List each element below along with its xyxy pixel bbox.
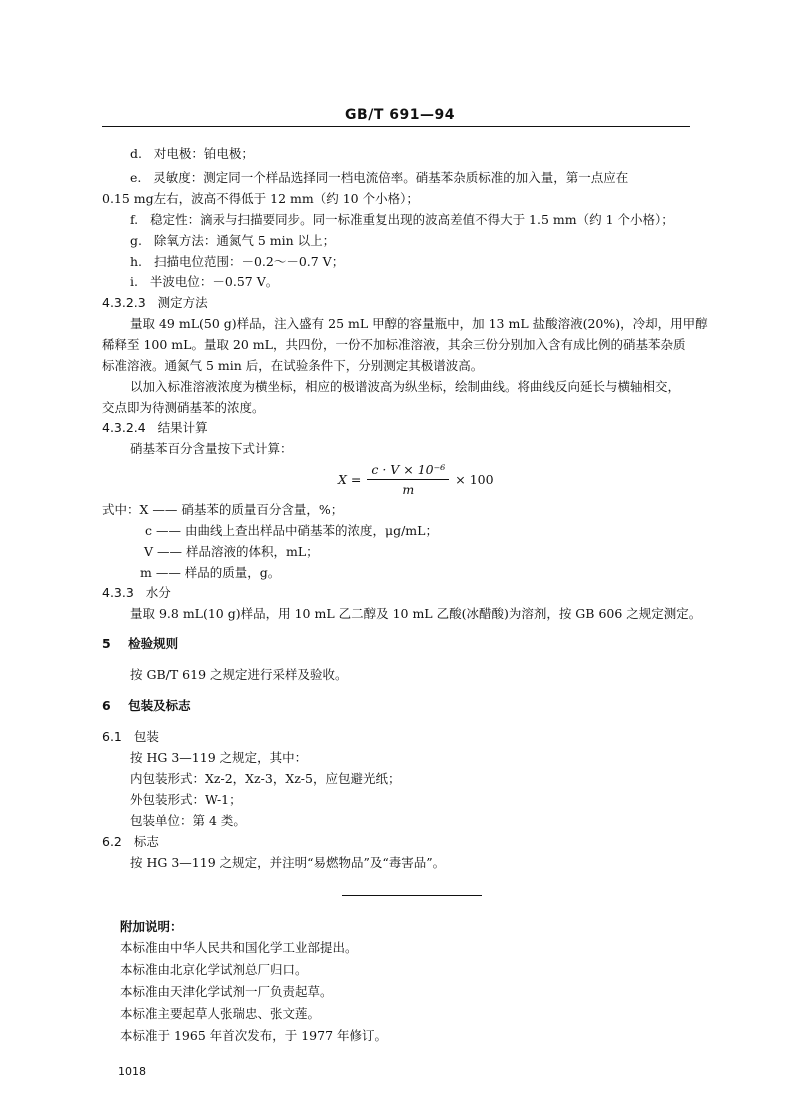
appendix-line: 本标准主要起草人张瑞忠、张文莲。 bbox=[120, 1006, 321, 1021]
list-marker: h. bbox=[130, 254, 143, 269]
appendix-line: 本标准于 1965 年首次发布，于 1977 年修订。 bbox=[120, 1028, 388, 1043]
list-text: 扫描电位范围：－0.2～－0.7 V； bbox=[153, 254, 345, 269]
list-marker: i. bbox=[130, 274, 138, 289]
list-item-g bbox=[130, 231, 335, 249]
paragraph-line: 按 HG 3—119 之规定，并注明“易燃物品”及“毒害品”。 bbox=[130, 855, 446, 870]
list-item-e-continued: 0.15 mg左右，波高不得低于 12 mm（约 10 个小格）； bbox=[102, 191, 419, 206]
section-number: 6.1 bbox=[102, 729, 122, 744]
appendix-line: 本标准由中华人民共和国化学工业部提出。 bbox=[120, 940, 358, 955]
section-heading-6-2 bbox=[102, 832, 159, 850]
section-heading-4-3-2-4 bbox=[102, 418, 208, 436]
paragraph-line: 交点即为待测硝基苯的浓度。 bbox=[102, 400, 265, 415]
appendix-line: 本标准由北京化学试剂总厂归口。 bbox=[120, 962, 308, 977]
paragraph-line: 外包装形式：W-1； bbox=[130, 792, 242, 807]
formula-lhs: X = bbox=[338, 472, 362, 487]
paragraph-line: 标准溶液。通氮气 5 min 后，在试验条件下，分别测定其极谱波高。 bbox=[102, 358, 484, 373]
list-text: 稳定性：滴汞与扫描要同步。同一标准重复出现的波高差值不得大于 1.5 mm（约 1 个小格）； bbox=[150, 212, 674, 227]
appendix-line: 本标准由天津化学试剂一厂负责起草。 bbox=[120, 984, 333, 999]
section-heading-6 bbox=[102, 696, 191, 714]
page-number: 1018 bbox=[118, 1065, 146, 1078]
section-heading-4-3-3 bbox=[102, 583, 171, 601]
result-formula bbox=[338, 462, 494, 497]
section-number: 6.2 bbox=[102, 834, 122, 849]
formula-intro: 硝基苯百分含量按下式计算： bbox=[130, 441, 293, 456]
section-number: 6 bbox=[102, 698, 111, 713]
paragraph-line: 包装单位：第 4 类。 bbox=[130, 813, 246, 828]
list-text: 除氧方法：通氮气 5 min 以上； bbox=[153, 233, 336, 248]
list-text: 灵敏度：测定同一个样品选择同一档电流倍率。硝基苯杂质标准的加入量，第一点应在 bbox=[153, 170, 629, 185]
paragraph-line: 按 GB/T 619 之规定进行采样及验收。 bbox=[130, 667, 348, 682]
section-title: 检验规则 bbox=[128, 636, 179, 651]
list-item-h bbox=[130, 252, 344, 270]
section-title: 包装及标志 bbox=[128, 698, 191, 713]
section-number: 5 bbox=[102, 636, 111, 651]
paragraph-line: 按 HG 3—119 之规定，其中： bbox=[130, 750, 308, 765]
paragraph-line: 量取 9.8 mL(10 g)样品，用 10 mL 乙二醇及 10 mL 乙酸(冰醋酸)为溶剂，按 GB 606 之规定测定。 bbox=[130, 606, 702, 621]
paragraph-line: 量取 49 mL(50 g)样品，注入盛有 25 mL 甲醇的容量瓶中，加 13 mL 盐酸溶液(20%)，冷却，用甲醇 bbox=[130, 316, 708, 331]
list-item-f bbox=[130, 210, 674, 228]
where-line: c —— 由曲线上查出样品中硝基苯的浓度，μg/mL； bbox=[145, 523, 438, 538]
list-item-e bbox=[130, 168, 628, 186]
formula-denominator: m bbox=[402, 482, 415, 497]
paragraph-line: 以加入标准溶液浓度为横坐标，相应的极谱波高为纵坐标，绘制曲线。将曲线反向延长与横轴相交， bbox=[130, 379, 681, 394]
formula-rhs: × 100 bbox=[455, 472, 494, 487]
section-title: 包装 bbox=[133, 729, 159, 744]
section-number: 4.3.3 bbox=[102, 585, 134, 600]
paragraph-line: 稀释至 100 mL。量取 20 mL，共四份，一份不加标准溶液，其余三份分别加入含有成比例的硝基苯杂质 bbox=[102, 337, 686, 352]
list-marker: d. bbox=[130, 146, 142, 161]
header-rule bbox=[102, 126, 690, 127]
list-item-i bbox=[130, 272, 278, 290]
section-number: 4.3.2.4 bbox=[102, 420, 146, 435]
where-line: m —— 样品的质量，g。 bbox=[140, 565, 281, 580]
list-marker: e. bbox=[130, 170, 142, 185]
list-item-d bbox=[130, 144, 254, 162]
section-heading-4-3-2-3 bbox=[102, 293, 208, 311]
formula-fraction bbox=[367, 462, 449, 497]
section-title: 结果计算 bbox=[157, 420, 208, 435]
section-title: 测定方法 bbox=[157, 295, 208, 310]
list-marker: f. bbox=[130, 212, 139, 227]
list-text: 对电极：铂电极； bbox=[153, 146, 254, 161]
list-marker: g. bbox=[130, 233, 142, 248]
section-heading-5 bbox=[102, 634, 178, 652]
where-line: V —— 样品溶液的体积，mL； bbox=[144, 544, 319, 559]
section-title: 标志 bbox=[133, 834, 159, 849]
end-rule bbox=[342, 895, 482, 896]
appendix-title: 附加说明： bbox=[120, 919, 183, 934]
section-number: 4.3.2.3 bbox=[102, 295, 146, 310]
section-heading-6-1 bbox=[102, 727, 159, 745]
section-title: 水分 bbox=[145, 585, 171, 600]
where-line: 式中：X —— 硝基苯的质量百分含量，%； bbox=[102, 502, 344, 517]
formula-numerator: c · V × 10⁻⁶ bbox=[367, 462, 449, 480]
standard-code-header: GB/T 691—94 bbox=[345, 107, 455, 123]
list-text: 半波电位：－0.57 V。 bbox=[149, 274, 279, 289]
paragraph-line: 内包装形式：Xz-2，Xz-3，Xz-5，应包避光纸； bbox=[130, 771, 401, 786]
